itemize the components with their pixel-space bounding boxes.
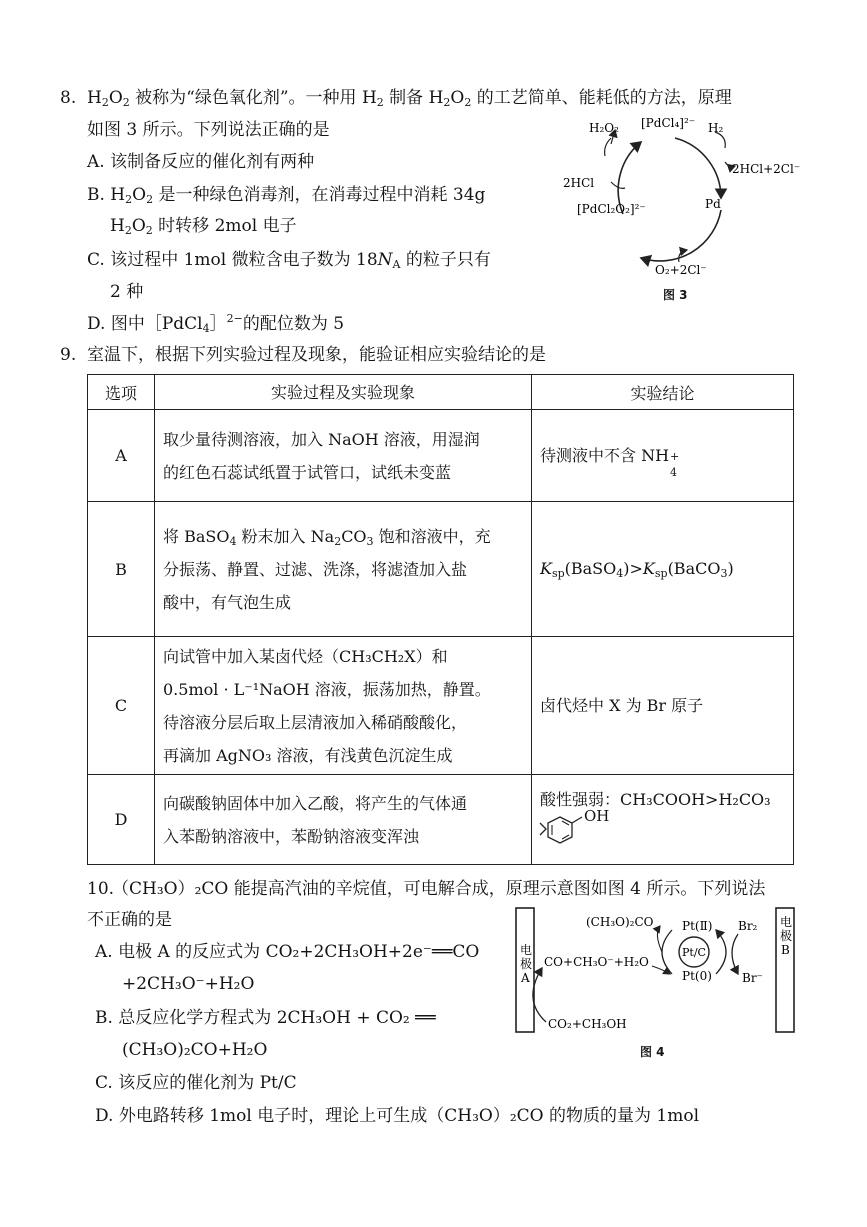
pt-0-label: Pt(0): [682, 969, 712, 983]
row-a-process-line1: 取少量待测溶液，加入 NaOH 溶液，用湿润: [163, 429, 480, 449]
question-10-option-c: C. 该反应的催化剂为 Pt/C: [95, 1073, 297, 1093]
question-10-option-d: D. 外电路转移 1mol 电子时，理论上可生成（CH₃O）₂CO 的物质的量为 1mol: [95, 1106, 700, 1126]
cycle-arc-top-right: [675, 138, 721, 198]
h2-label: H₂: [708, 121, 724, 135]
row-b-option: B: [88, 502, 155, 637]
row-d-conclusion-line1: 酸性强弱：CH₃COOH>H₂CO₃: [540, 789, 771, 809]
row-c-process-line2: 0.5mol · L⁻¹NaOH 溶液，振荡加热，静置。: [163, 679, 491, 699]
ptc-label: Pt/C: [682, 946, 706, 959]
row-c-process-line3: 待溶液分层后取上层清液加入稀硝酸酸化，: [163, 712, 468, 732]
row-a-conclusion: 待测液中不含 NH + 4: [532, 410, 794, 502]
question-8-stem-line2: 如图 3 所示。下列说法正确的是: [87, 120, 330, 140]
row-b-conclusion: $K_{sp}(BaSO_4)>K_{sp}(BaCO_3)$: [532, 502, 794, 637]
row-a-option: A: [88, 410, 155, 502]
br2-label: Br₂: [738, 919, 758, 933]
pt-cycle-left-arc: [662, 930, 672, 974]
row-d-conclusion: [532, 775, 794, 865]
question-10-option-b-line1: B. 总反应化学方程式为 2CH₃OH + CO₂ ══: [95, 1008, 436, 1028]
bromine-arc: [732, 934, 738, 974]
electrode-a-char1: 电: [520, 943, 533, 957]
electrode-a-char2: 极: [520, 957, 533, 971]
electrode-b-char2: 极: [780, 929, 793, 943]
question-8-stem-line1: $H_2O_2$ 被称为“绿色氧化剂”。一种用 $H_2$ 制备 $H_2O_2$ 的工艺简单、能耗低的方法，原理: [87, 88, 732, 109]
co-mix-label: CO+CH₃O⁻+H₂O: [544, 955, 649, 969]
table-row: [88, 502, 794, 637]
header-process: 实验过程及实验现象: [155, 375, 532, 410]
question-10-number: 10.: [87, 879, 115, 899]
row-d-process-line2: 入苯酚钠溶液中，苯酚钠溶液变浑浊: [163, 826, 420, 846]
pt-ii-label: Pt(Ⅱ): [682, 919, 713, 933]
row-b-process-line1: 将 BaSO$_4$ 粉末加入 $Na_2CO_3$ 饱和溶液中，充: [163, 526, 491, 548]
question-8-option-c-line1: C. 该过程中 1mol 微粒含电子数为 $18N_A$ 的粒子只有: [87, 250, 491, 271]
table-row: [88, 410, 794, 502]
question-10-option-a-line1: A. 电极 A 的反应式为 CO₂+2CH₃OH+2e⁻══CO: [95, 942, 480, 962]
br-minus-label: Br⁻: [742, 971, 763, 985]
question-8-option-a: A. 该制备反应的催化剂有两种: [87, 152, 315, 172]
figure-3-caption: 图 3: [663, 288, 688, 302]
electrode-a-char3: A: [521, 971, 530, 985]
row-b-process-line2: 分振荡、静置、过滤、洗涤，将滤渣加入盐: [163, 559, 468, 579]
row-c-conclusion: 卤代烃中 X 为 Br 原子: [532, 637, 794, 775]
row-b-process: [155, 502, 532, 637]
electrode-a-arc: [533, 968, 546, 1022]
pdcl2o2-label: [PdCl₂O₂]²⁻: [577, 202, 646, 216]
figure-4-caption: 图 4: [640, 1045, 665, 1059]
question-9-number: 9.: [60, 345, 77, 365]
question-10-option-b-line2: (CH₃O)₂CO+H₂O: [122, 1040, 268, 1060]
dmc-label: (CH₃O)₂CO: [586, 915, 654, 929]
dmc-release-arrow: [657, 926, 662, 952]
header-option: 选项: [88, 375, 155, 410]
question-10-stem-line1: （CH₃O）₂CO 能提高汽油的辛烷值，可电解合成，原理示意图如图 4 所示。下列说法: [112, 879, 766, 899]
question-8-number: 8.: [60, 88, 77, 108]
co2-mix-label: CO₂+CH₃OH: [548, 1017, 627, 1031]
table-row: [88, 775, 794, 865]
h2o2-out-arrow: [605, 138, 611, 156]
row-c-process-line4: 再滴加 AgNO₃ 溶液，有浅黄色沉淀生成: [163, 745, 453, 765]
question-10-option-a-line2: +2CH₃O⁻+H₂O: [122, 974, 255, 994]
phenol-structure: [540, 806, 785, 855]
o2-label: O₂+2Cl⁻: [655, 263, 707, 277]
row-a-process: [155, 410, 532, 502]
question-8-option-b-line2: $H_2O_2$ 时转移 2mol 电子: [110, 216, 297, 237]
row-d-process: [155, 775, 532, 865]
row-d-option: D: [88, 775, 155, 865]
row-d-process-line1: 向碳酸钠固体中加入乙酸，将产生的气体通: [163, 793, 468, 813]
question-8-option-c-line2: 2 种: [110, 282, 144, 302]
row-c-process-line1: 向试管中加入某卤代烃（CH₃CH₂X）和: [163, 646, 448, 666]
electrode-b-char3: B: [781, 943, 790, 957]
pdcl4-label: [PdCl₄]²⁻: [641, 116, 696, 130]
hcl-reactant-label: 2HCl: [563, 176, 595, 190]
question-8-option-b-line1: B. $H_2O_2$ 是一种绿色消毒剂，在消毒过程中消耗 34g: [87, 185, 486, 206]
row-c-option: C: [88, 637, 155, 775]
question-9-stem: 室温下，根据下列实验过程及现象，能验证相应实验结论的是: [87, 345, 546, 365]
pt-cycle-right-arc: [716, 930, 726, 974]
phenol-oh-label: OH: [584, 806, 610, 825]
h2o2-label: H₂O₂: [589, 121, 619, 135]
row-c-process: [155, 637, 532, 775]
question-8-option-d: D. 图中［PdCl$_4$］$^{2-}$的配位数为 5: [87, 312, 345, 335]
table-header-row: [88, 375, 794, 410]
row-a-process-line2: 的红色石蕊试纸置于试管口，试纸未变蓝: [163, 462, 452, 482]
pd-label: Pd: [705, 197, 721, 211]
table-row: [88, 637, 794, 775]
experiment-table: [87, 374, 794, 865]
hcl-product-label: 2HCl+2Cl⁻: [732, 162, 801, 176]
header-conclusion: 实验结论: [532, 375, 794, 410]
row-b-process-line3: 酸中，有气泡生成: [163, 592, 292, 612]
question-10-stem-line2: 不正确的是: [87, 910, 172, 930]
electrode-b-char1: 电: [780, 915, 793, 929]
figure-3-catalytic-cycle: [555, 110, 815, 310]
figure-4-electrolysis-diagram: [512, 904, 802, 1036]
